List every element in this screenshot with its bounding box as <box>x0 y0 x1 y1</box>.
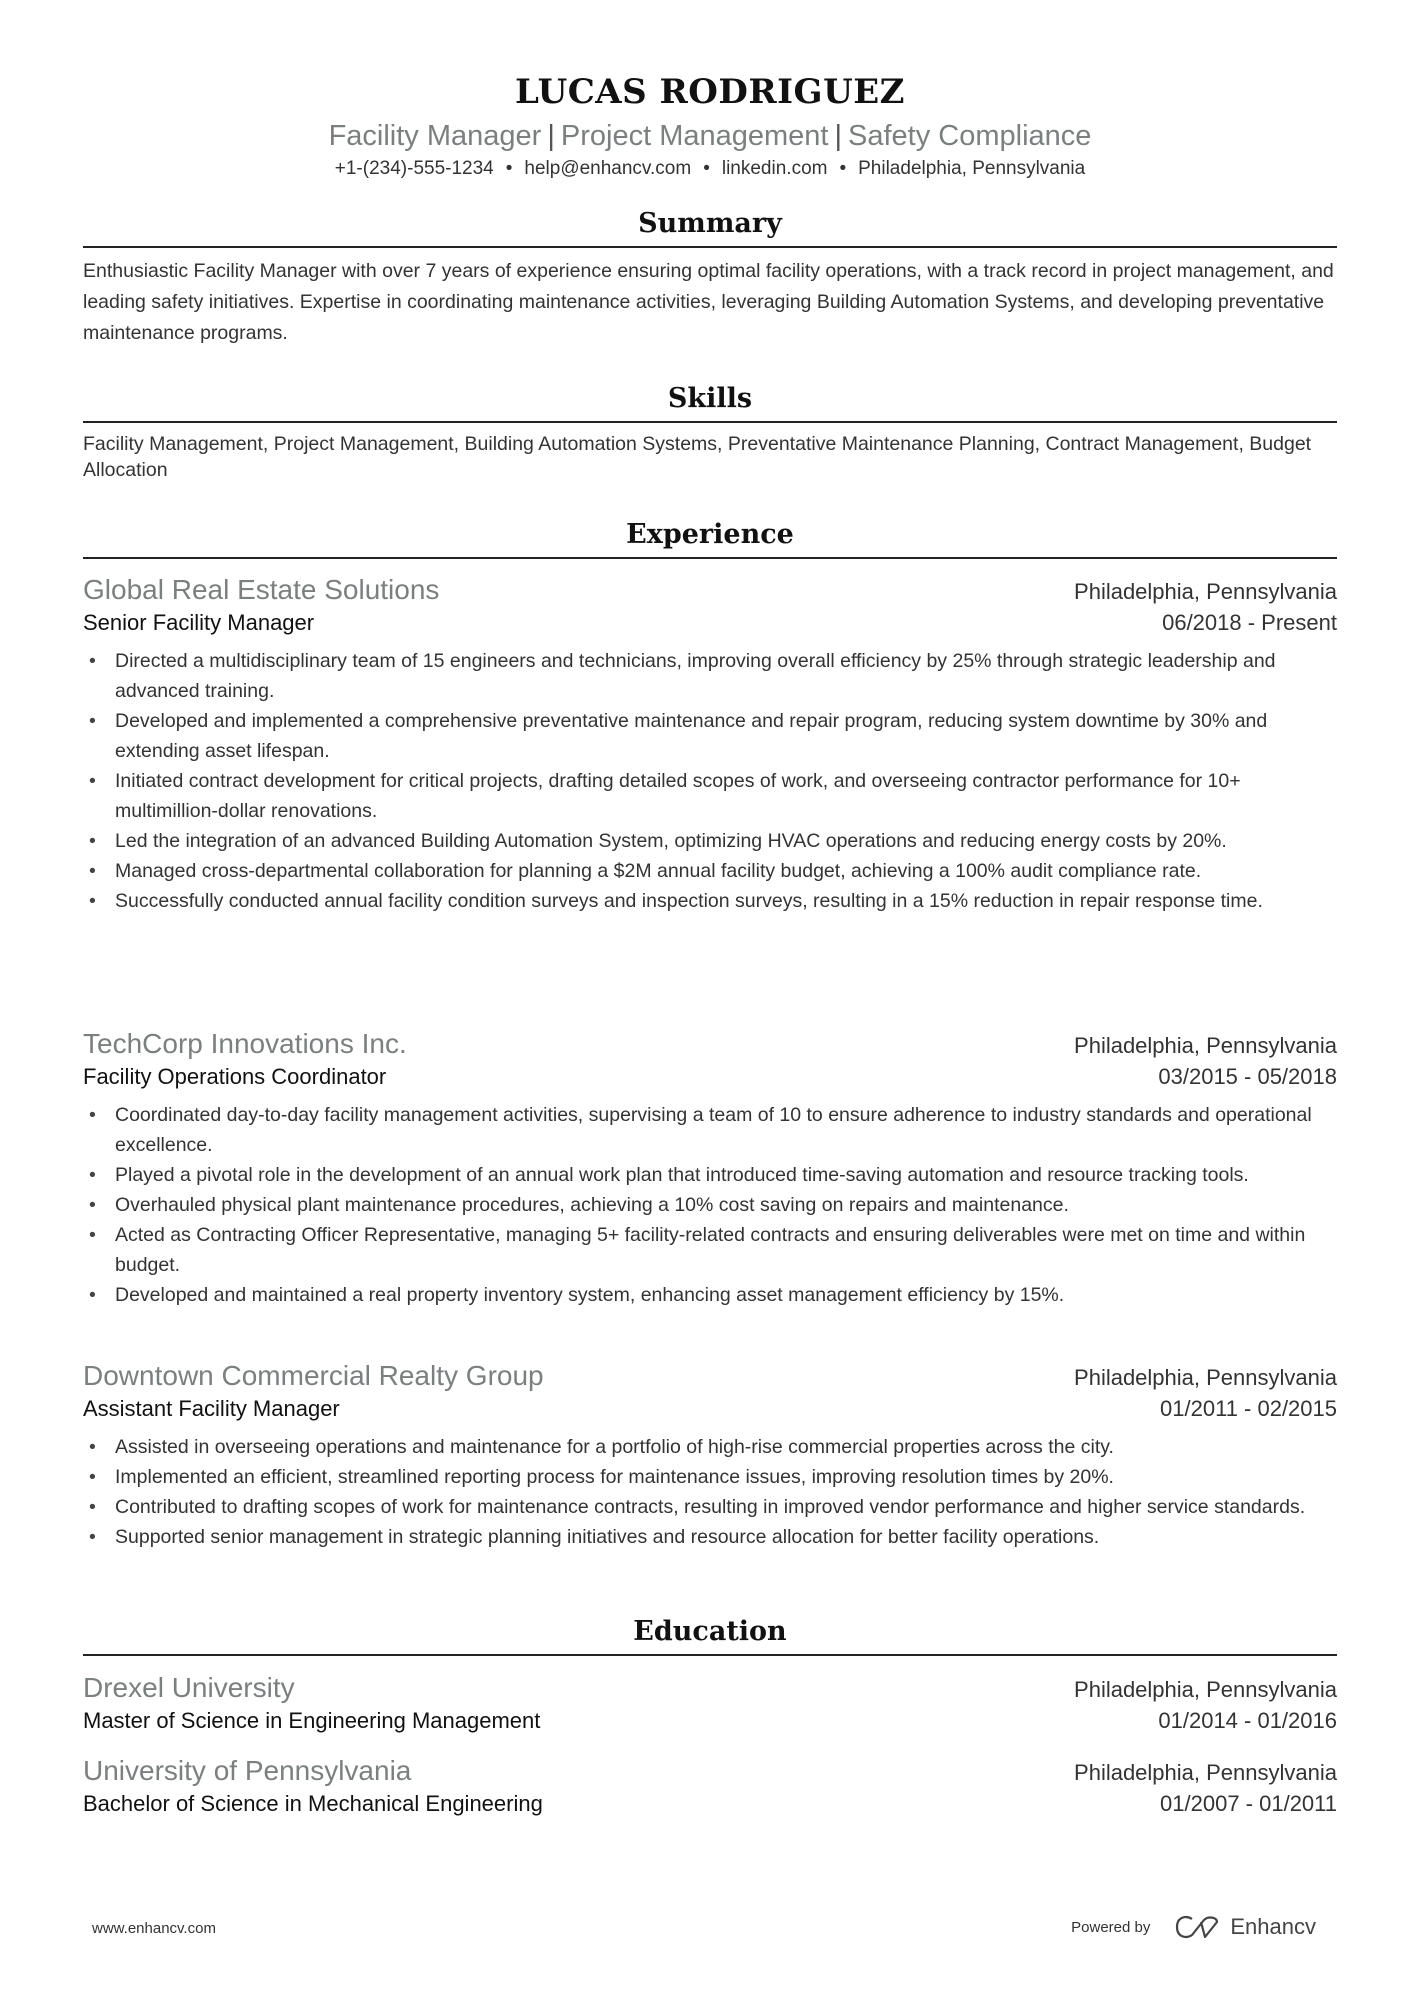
summary-section <box>83 208 1337 349</box>
school-name: University of Pennsylvania <box>83 1755 412 1786</box>
bullet-list <box>83 1100 1337 1310</box>
enhancv-logo[interactable] <box>1174 1914 1316 1940</box>
education-dates: 01/2014 - 01/2016 <box>1158 1708 1337 1733</box>
contact-info <box>83 158 1337 180</box>
job-title: Assistant Facility Manager <box>83 1396 340 1421</box>
experience-entry <box>83 574 1337 916</box>
linkedin-link[interactable]: linkedin.com <box>721 158 828 179</box>
bullet-item: • Directed a multidisciplinary team of 15 engineers and technicians, improving overall efficiency by 25% through strategic leadership and advanced training. <box>83 646 1337 706</box>
divider <box>83 421 1337 423</box>
section-heading: Experience <box>626 519 794 550</box>
job-title: Senior Facility Manager <box>83 610 315 635</box>
headline-item: Facility Manager <box>328 120 542 152</box>
bullet-item: • Managed cross-departmental collaboration for planning a $2M annual facility budget, achieving a 100% audit compliance rate. <box>83 856 1337 886</box>
job-dates: 03/2015 - 05/2018 <box>1158 1064 1337 1089</box>
education-dates: 01/2007 - 01/2011 <box>1160 1791 1337 1816</box>
bullet-item: • Implemented an efficient, streamlined reporting process for maintenance issues, improving resolution times by 20%. <box>83 1462 1337 1492</box>
bullet-item: • Assisted in overseeing operations and maintenance for a portfolio of high-rise commercial properties across the city. <box>83 1432 1337 1462</box>
bullet-item: • Initiated contract development for critical projects, drafting detailed scopes of work, and overseeing contractor performance for 10+ multimillion-dollar renovations. <box>83 766 1337 826</box>
job-title: Facility Operations Coordinator <box>83 1064 387 1089</box>
degree: Master of Science in Engineering Management <box>83 1708 541 1733</box>
job-location: Philadelphia, Pennsylvania <box>1074 1365 1337 1390</box>
divider <box>83 246 1337 248</box>
company-name: Global Real Estate Solutions <box>83 574 440 605</box>
job-location: Philadelphia, Pennsylvania <box>1074 1033 1337 1058</box>
headline-separator: | <box>834 120 843 152</box>
section-heading: Skills <box>667 383 753 414</box>
bullet-item: • Successfully conducted annual facility condition surveys and inspection surveys, resulting in a 15% reduction in repair response time. <box>83 886 1337 916</box>
bullet-item: • Led the integration of an advanced Building Automation System, optimizing HVAC operations and reducing energy costs by 20%. <box>83 826 1337 856</box>
section-heading: Summary <box>638 208 782 239</box>
headline-item: Project Management <box>560 120 829 152</box>
experience-section <box>83 519 1337 559</box>
education-entry <box>83 1672 1337 1742</box>
school-name: Drexel University <box>83 1672 295 1703</box>
experience-entry <box>83 1028 1337 1310</box>
location: Philadelphia, Pennsylvania <box>858 158 1086 179</box>
divider <box>83 557 1337 559</box>
job-dates: 01/2011 - 02/2015 <box>1160 1396 1337 1421</box>
bullet-item: • Played a pivotal role in the development of an annual work plan that introduced time-saving automation and resource tracking tools. <box>83 1160 1337 1190</box>
job-dates: 06/2018 - Present <box>1162 610 1337 635</box>
headline-item: Safety Compliance <box>848 120 1092 152</box>
job-location: Philadelphia, Pennsylvania <box>1074 579 1337 604</box>
enhancv-logo-icon <box>1174 1914 1220 1940</box>
school-location: Philadelphia, Pennsylvania <box>1074 1677 1337 1702</box>
company-name: TechCorp Innovations Inc. <box>83 1028 407 1059</box>
skills-section <box>83 383 1337 483</box>
degree: Bachelor of Science in Mechanical Engineering <box>83 1791 543 1816</box>
skills-text: Facility Management, Project Management, Building Automation Systems, Preventative Maintenance Planning, Contract Management, Budget Allocation <box>83 433 1312 481</box>
bullet-list <box>83 646 1337 916</box>
bullet-item: • Developed and implemented a comprehensive preventative maintenance and repair program, reducing system downtime by 30% and extending asset lifespan. <box>83 706 1337 766</box>
headline <box>83 120 1337 153</box>
bullet-item: • Overhauled physical plant maintenance procedures, achieving a 10% cost saving on repairs and maintenance. <box>83 1190 1337 1220</box>
company-name: Downtown Commercial Realty Group <box>83 1360 544 1391</box>
phone: +1-(234)-555-1234 <box>334 158 494 179</box>
bullet-item: • Contributed to drafting scopes of work for maintenance contracts, resulting in improved vendor performance and higher service standards. <box>83 1492 1337 1522</box>
education-entry <box>83 1755 1337 1825</box>
email-link[interactable]: help@enhancv.com <box>524 158 692 179</box>
section-heading: Education <box>633 1616 787 1647</box>
education-section <box>83 1616 1337 1656</box>
experience-entry <box>83 1360 1337 1552</box>
footer-website[interactable]: www.enhancv.com <box>92 1920 216 1937</box>
footer-powered-by <box>1071 1914 1316 1940</box>
separator-dot: • <box>505 158 513 179</box>
summary-text: Enthusiastic Facility Manager with over 7 years of experience ensuring optimal facility operations, with a track record in project management, and leading safety initiatives. Expertise in coordinating maintenance activities, leveraging Building Automation Systems, and developing preventative maintenance programs. <box>83 260 1334 344</box>
bullet-list <box>83 1432 1337 1552</box>
bullet-item: • Developed and maintained a real property inventory system, enhancing asset management efficiency by 15%. <box>83 1280 1337 1310</box>
bullet-item: • Coordinated day-to-day facility management activities, supervising a team of 10 to ensure adherence to industry standards and operational excellence. <box>83 1100 1337 1160</box>
separator-dot: • <box>839 158 847 179</box>
bullet-item: • Supported senior management in strategic planning initiatives and resource allocation for better facility operations. <box>83 1522 1337 1552</box>
powered-by-label: Powered by <box>1071 1918 1151 1936</box>
bullet-item: • Acted as Contracting Officer Representative, managing 5+ facility-related contracts and ensuring deliverables were met on time and within budget. <box>83 1220 1337 1280</box>
headline-separator: | <box>547 120 555 152</box>
candidate-name: LUCAS RODRIGUEZ <box>515 72 905 112</box>
school-location: Philadelphia, Pennsylvania <box>1074 1760 1337 1785</box>
divider <box>83 1654 1337 1656</box>
separator-dot: • <box>703 158 710 179</box>
brand-name: Enhancv <box>1230 1914 1316 1939</box>
